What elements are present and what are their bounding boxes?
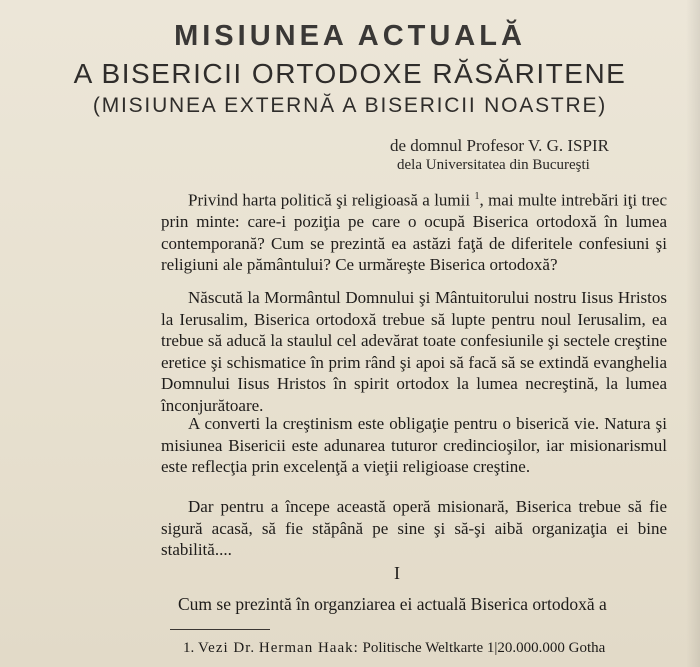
section-first-line: Cum se prezintă în organziarea ei actuală Biserica ortodoxă a bbox=[178, 594, 607, 614]
page-edge-shadow bbox=[686, 0, 700, 667]
subtitle: (MISIUNEA EXTERNĂ A BISERICII NOASTRE) bbox=[92, 94, 608, 117]
author-byline: de domnul Profesor V. G. ISPIR bbox=[390, 136, 609, 155]
section-numeral: I bbox=[394, 563, 400, 583]
footnote-author: Herman Haak: bbox=[258, 640, 359, 656]
paragraph-4: Dar pentru a începe această operă misionară, Biserica trebue să fie sigură acasă, să fie stăpână pe sine şi să-şi aibă organizaţia ei bine stabilită.... bbox=[161, 497, 667, 559]
paragraph-1 bbox=[161, 186, 667, 276]
footnote bbox=[183, 640, 605, 657]
author-affiliation: dela Universitatea din Bucureşti bbox=[397, 157, 590, 173]
paragraph-2: Născută la Mormântul Domnului şi Mântuitorului nostru Iisus Hristos la Ierusalim, Biserica ortodoxă trebue să lupte pentru noul Ierusalim, ea trebue să aducă la staulul cel adevărat toate confesiunile şi sectele creştine eretice şi schismatice în prim rând şi apoi să facă să se extindă evanghelia Domnului Iisus Hristos în spirit ortodox la lumea necreştină, la lumea înconjurătoare. bbox=[161, 288, 667, 415]
footnote-prefix: Vezi Dr. bbox=[198, 640, 256, 656]
paragraph-1-text-a: Privind harta politică şi religioasă a lumii bbox=[188, 190, 475, 210]
title-line-2: A BISERICII ORTODOXE RĂSĂRITENE bbox=[73, 58, 627, 89]
footnote-text: Politische Weltkarte 1|20.000.000 Gotha bbox=[362, 640, 606, 656]
footnote-marker: 1 bbox=[474, 191, 480, 202]
paragraph-3: A converti la creştinism este obligaţie pentru o biserică vie. Natura şi misiunea Bisericii este adunarea tuturor credincioşilor, iar misionarismul este reflecţia prin excelenţă a vieţii religioase creştine. bbox=[161, 414, 667, 476]
footnote-number: 1. bbox=[183, 640, 195, 656]
title-line-1: MISIUNEA ACTUALĂ bbox=[174, 20, 526, 52]
footnote-divider bbox=[170, 629, 270, 630]
paragraph-1-text-b: , mai multe intrebări iţi trec prin minte: care-i poziţia pe care o ocupă Biserica ortodoxă în lumea contemporană? Cum se prezintă ea astăzi faţă de diferitele confesiuni şi religiuni ale pământului? Ce urmăreşte Biserica ortodoxă? bbox=[161, 190, 667, 275]
